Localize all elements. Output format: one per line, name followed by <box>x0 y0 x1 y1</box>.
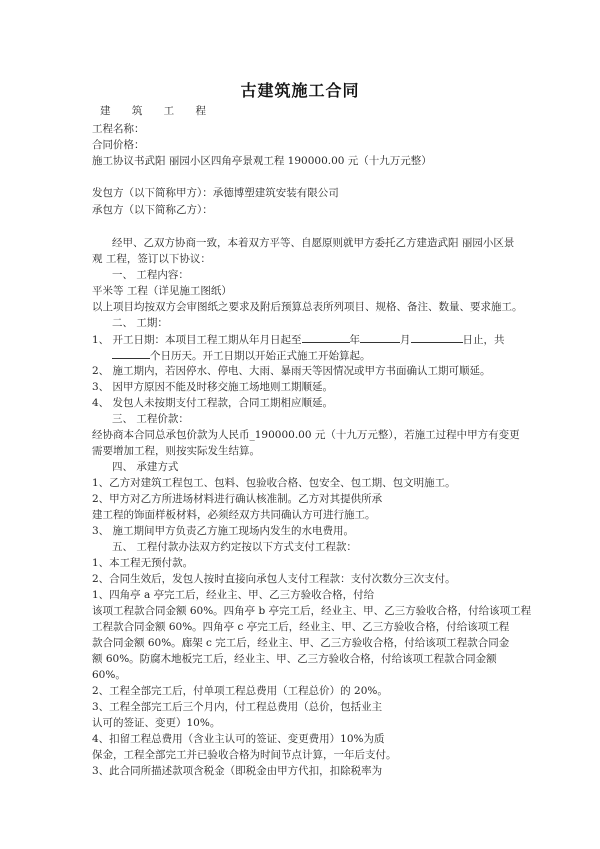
section-5-line-8: 60%。 <box>92 669 126 681</box>
section-5-line-6: 款合同金额 60%。廊架 c 完工后，经业主、甲、乙三方验收合格，付给该项工程款合同金 <box>92 637 510 649</box>
section-2-title: 二、 工期： <box>112 317 168 329</box>
party-a: 发包方（以下简称甲方）：承德博塑建筑安装有限公司 <box>92 187 339 199</box>
section-5-line-9: 2、工程全部完工后，付单项工程总费用（工程总价）的 20%。 <box>92 685 388 697</box>
section-5-line-11: 认可的签证、变更）10%。 <box>92 717 221 729</box>
section-5-line-10: 3、工程全部完工后三个月内，付工程总费用（总价，包括业主 <box>92 701 383 713</box>
year-label: 年 <box>349 334 361 346</box>
section-1-line-1: 平米等 工程（详见施工图纸） <box>92 285 232 297</box>
section-4-title: 四、 承建方式 <box>112 461 179 473</box>
section-4-line-1: 1、乙方对建筑工程包工、包料、包验收合格、包安全、包工期、包文明施工。 <box>92 477 456 489</box>
section-5-line-1: 1、本工程无预付款。 <box>92 557 194 569</box>
section-4-line-3: 建工程的饰面样板材料，必须经双方共同确认方可进行施工。 <box>92 509 376 521</box>
section-5-line-3: 1、四角亭 a 亭完工后，经业主、甲、乙三方验收合格，付给 <box>92 589 375 601</box>
section-2-item-3: 3、 因甲方原因不能及时移交施工场地则工期顺延。 <box>92 381 334 393</box>
section-3-line-2: 需要增加工程，则按实际发生结算。 <box>92 445 260 457</box>
intro-line-2: 观 工程，签订以下协议： <box>92 253 211 265</box>
section-5-line-13: 保金，工程全部完工并已验收合格为时间节点计算，一年后支付。 <box>92 749 397 761</box>
project-name-label: 工程名称： <box>92 123 145 135</box>
section-4-line-2: 2、甲方对乙方所进场材料进行确认核准制。乙方对其提供所承 <box>92 493 383 505</box>
document-title: 古建筑施工合同 <box>240 81 360 100</box>
section-1-title: 一、 工程内容： <box>112 269 189 281</box>
section-1-line-2: 以上项目均按双方会审图纸之要求及附后预算总表所列项目、规格、备注、数量、要求施工。 <box>92 301 523 313</box>
month-label: 月 <box>400 334 411 346</box>
section-4-line-4: 3、 施工期间甲方负责乙方施工现场内发生的水电费用。 <box>92 525 355 537</box>
section-2-item-1 <box>92 332 505 347</box>
header-line: 建 筑 工 程 <box>100 105 216 117</box>
section-5-line-12: 4、扣留工程总费用（含业主认可的签证、变更费用）10%为质 <box>92 733 385 745</box>
party-b: 承包方（以下简称乙方）： <box>92 204 213 216</box>
date-blank <box>302 332 350 343</box>
date-blank <box>411 332 463 343</box>
section-2-item-2: 2、 施工期内，若因停水、停电、大雨、暴雨天等因情况或甲方书面确认工期可顺延。 <box>92 365 491 377</box>
section-5-line-5: 工程款合同金额 60%。四角亭 c 亭完工后，经业主、甲、乙三方验收合格，付给该项工程 <box>92 621 510 633</box>
section-5-line-7: 额 60%。防腐木地板完工后，经业主、甲、乙三方验收合格，付给该项工程款合同金额 <box>92 653 497 665</box>
section-3-line-1: 经协商本合同总承包价款为人民币_190000.00 元（十九万元整），若施工过程中甲方有变更 <box>92 429 520 441</box>
contract-price-label: 合同价格： <box>92 139 145 151</box>
start-date-text: 1、 开工日期：本项目工程工期从年月日起至 <box>92 334 302 346</box>
day-label: 日止，共 <box>462 334 505 346</box>
section-5-title: 五、 工程付款办法双方约定按以下方式支付工程款： <box>112 541 357 553</box>
section-3-title: 三、 工程价款： <box>112 413 189 425</box>
intro-line-1: 经甲、乙双方协商一致，本着双方平等、自愿原则就甲方委托乙方建造武阳 丽园小区景 <box>112 237 515 249</box>
section-5-line-14: 3、此合同所描述款项含税金（即税金由甲方代扣，扣除税率为 <box>92 765 383 777</box>
section-5-line-2: 2、合同生效后，发包人按时直接向承包人支付工程款：支付次数分三次支付。 <box>92 573 456 585</box>
days-blank <box>112 348 150 359</box>
section-2-item-1-cont <box>112 348 371 363</box>
days-text: 个日历天。开工日期以开始正式施工开始算起。 <box>150 350 371 362</box>
date-blank <box>360 332 400 343</box>
agreement-line: 施工协议书武阳 丽园小区四角亭景观工程 190000.00 元（十九万元整） <box>92 155 432 167</box>
section-2-item-4: 4、 发包人未按期支付工程款，合同工期相应顺延。 <box>92 397 334 409</box>
section-5-line-4: 该项工程款合同金额 60%。四角亭 b 亭完工后，经业主、甲、乙三方验收合格，付给该项工程 <box>92 605 532 617</box>
